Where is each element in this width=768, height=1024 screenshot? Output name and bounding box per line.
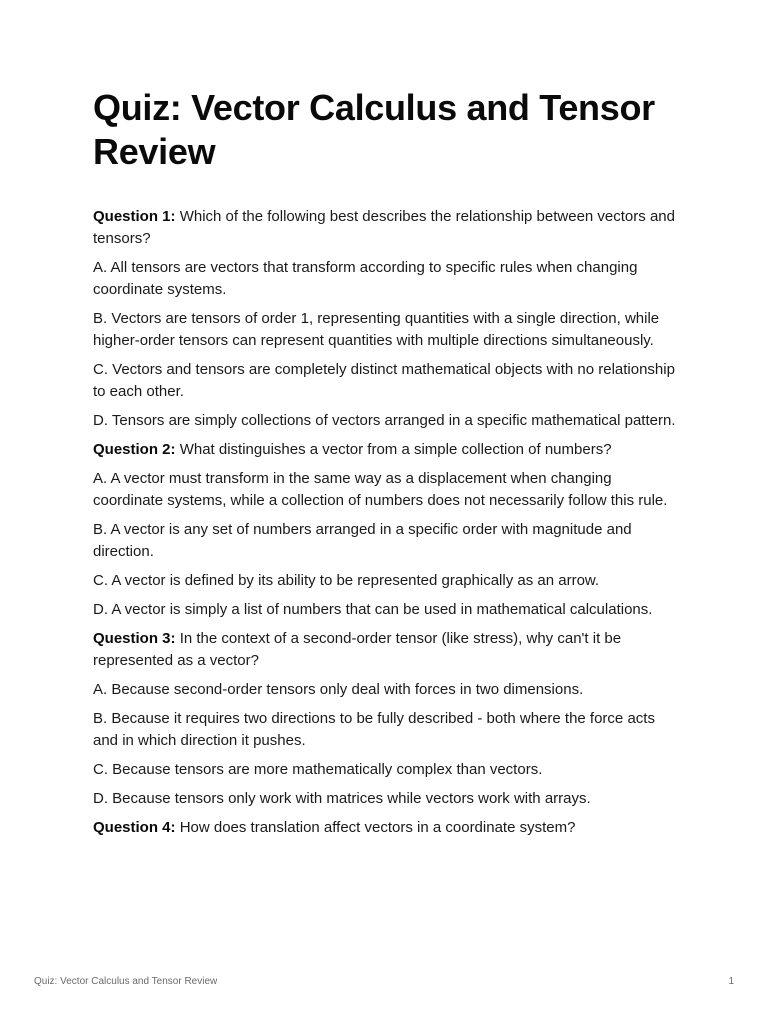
- page-number: 1: [728, 976, 734, 987]
- answer-option: C. A vector is defined by its ability to be represented graphically as an arrow.: [93, 572, 600, 589]
- question-text: How does translation affect vectors in a coordinate system?: [179, 819, 576, 836]
- answer-option: D. Tensors are simply collections of vectors arranged in a specific mathematical pattern.: [93, 412, 676, 429]
- question-text: What distinguishes a vector from a simple collection of numbers?: [179, 441, 612, 458]
- answer-option: A. Because second-order tensors only deal with forces in two dimensions.: [93, 681, 584, 698]
- question-4: [93, 817, 678, 839]
- question-label: Question 2:: [93, 441, 176, 458]
- answer-option: A. All tensors are vectors that transform according to specific rules when changing coordinate systems.: [93, 259, 638, 298]
- footer-title: Quiz: Vector Calculus and Tensor Review: [34, 976, 218, 987]
- answer-option: B. A vector is any set of numbers arranged in a specific order with magnitude and direction.: [93, 521, 632, 560]
- question-label: Question 4:: [93, 819, 176, 836]
- answer-option: B. Vectors are tensors of order 1, representing quantities with a single direction, while higher-order tensors can represent quantities with multiple directions simultaneously.: [93, 310, 660, 349]
- answer-option: B. Because it requires two directions to be fully described - both where the force acts and in which direction it pushes.: [93, 710, 655, 749]
- question-text: Which of the following best describes the relationship between vectors and tensors?: [93, 208, 675, 247]
- question-text: In the context of a second-order tensor (like stress), why can't it be represented as a vector?: [93, 630, 622, 669]
- page-footer: [34, 976, 734, 992]
- question-label: Question 3:: [93, 630, 176, 647]
- answer-option: C. Vectors and tensors are completely distinct mathematical objects with no relationship to each other.: [93, 361, 675, 400]
- question-3: [93, 628, 678, 672]
- answer-option: A. A vector must transform in the same way as a displacement when changing coordinate systems, while a collection of numbers does not necessarily follow this rule.: [93, 470, 668, 509]
- question-label: Question 1:: [93, 208, 176, 225]
- answer-option: D. Because tensors only work with matrices while vectors work with arrays.: [93, 790, 591, 807]
- question-1: [93, 206, 678, 250]
- answer-option: C. Because tensors are more mathematically complex than vectors.: [93, 761, 543, 778]
- question-2: [93, 439, 678, 461]
- page-title: Quiz: Vector Calculus and Tensor Review: [93, 87, 655, 172]
- document-page: [93, 86, 678, 846]
- answer-option: D. A vector is simply a list of numbers that can be used in mathematical calculations.: [93, 601, 653, 618]
